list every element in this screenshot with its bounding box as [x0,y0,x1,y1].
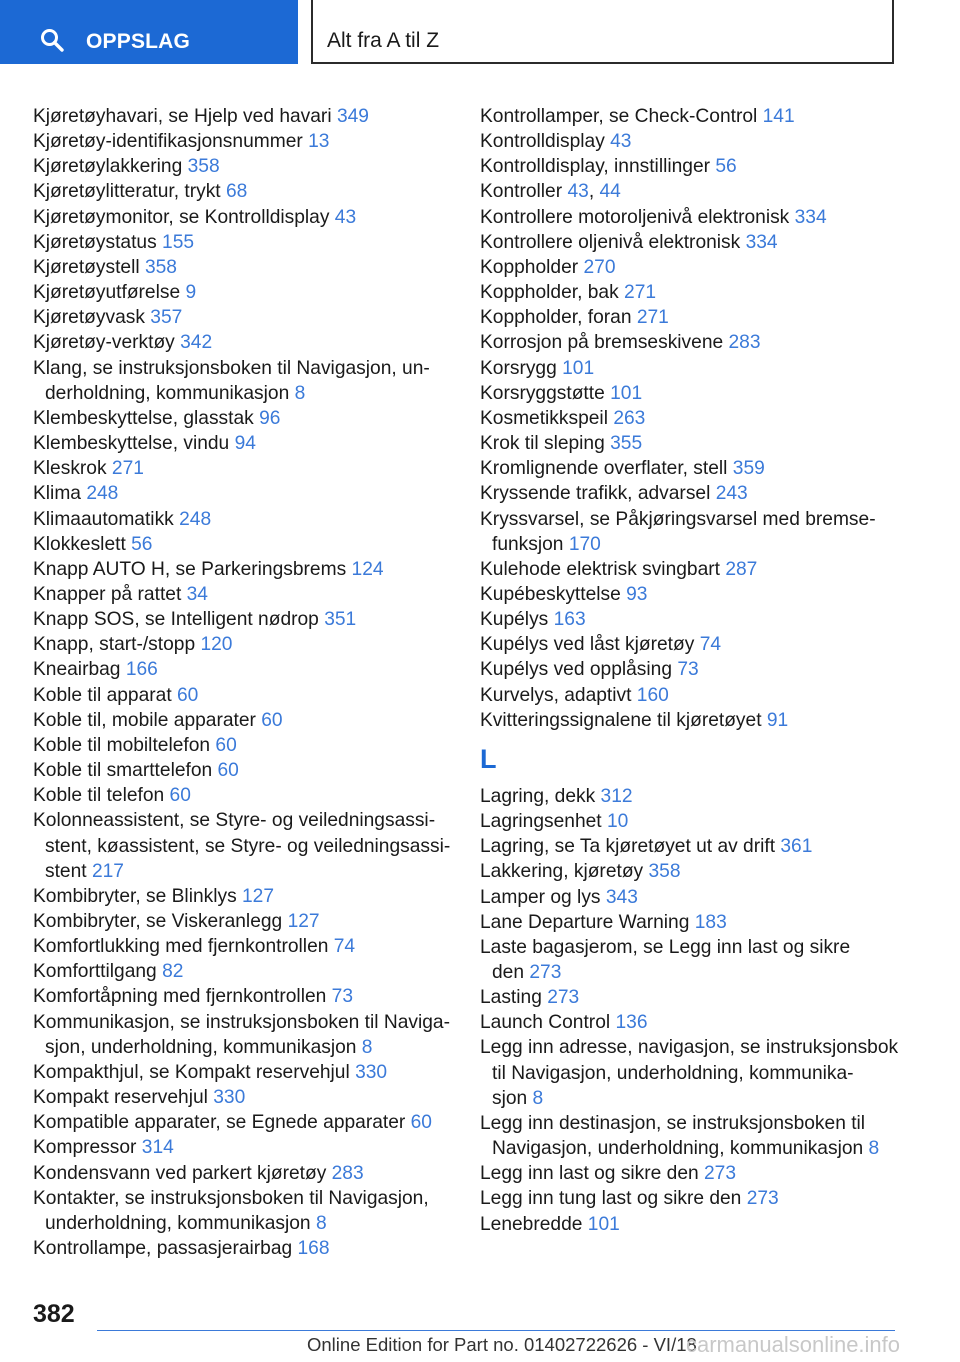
index-entry [33,984,463,1009]
entry-text: Lenebredde [480,1213,583,1235]
page-link[interactable]: 273 [529,962,562,983]
page-footer [0,1290,960,1362]
entry-text: Koble til telefon [33,785,165,807]
page-link[interactable]: 13 [308,131,330,153]
page-link[interactable]: 343 [605,886,638,908]
entry-text: Klimaautomatikk [33,508,174,530]
page-link[interactable]: 287 [725,558,758,580]
page-link[interactable]: 358 [187,156,220,178]
entry-text: Kupélys [480,609,549,631]
index-entry [33,783,463,808]
page-header [0,0,960,66]
index-entry [33,532,463,557]
page-link[interactable]: 273 [704,1163,737,1185]
page-link[interactable]: 34 [186,583,208,605]
entry-text: Kontakter, se instruksjonsboken til Navigasjon, underholdning, kommunikasjon [33,1187,429,1234]
index-entry [480,1010,900,1035]
watermark: carmanualsonline.info [686,1332,901,1357]
entry-text: Kontrollere oljenivå elektronisk [480,231,741,253]
page-link[interactable]: 73 [677,659,699,681]
entry-text: Komfortåpning med fjernkontrollen [33,986,327,1008]
index-entry [480,1212,900,1237]
entry-text: Kondensvann ved parkert kjøretøy [33,1162,327,1184]
page-link[interactable]: 8 [532,1087,544,1109]
entry-text: Klokkeslett [33,533,126,555]
entry-text: Launch Control [480,1012,611,1034]
index-entry [480,481,900,506]
index-entry [33,1161,463,1186]
entry-text: Legg inn last og sikre den [480,1163,699,1185]
index-entry [480,683,900,708]
entry-text: Kompakthjul, se Kompakt reservehjul [33,1061,350,1083]
entry-text: Koble til, mobile apparater [33,709,256,731]
entry-text: Koppholder, foran [480,307,632,329]
entry-text: Lamper og lys [480,886,601,908]
entry-text: Komfortlukking med fjernkontrollen [33,936,329,958]
index-entry [480,330,900,355]
entry-text: Kurvelys, adaptivt [480,684,632,706]
index-entry [480,305,900,330]
index-entry [33,808,463,883]
index-entry [480,1111,900,1161]
page-link[interactable]: 359 [732,458,765,480]
page-link[interactable]: 8 [868,1138,880,1160]
page-link[interactable]: 43 [610,131,632,153]
page-link[interactable]: 43 [334,206,357,228]
index-entry [480,381,900,406]
entry-text: Lakkering, kjøretøy [480,861,644,883]
index-entry [480,205,900,230]
entry-text: Legg inn tung last og sikre den [480,1188,742,1210]
section-letter: L [480,743,497,774]
entry-text: Lagring, se Ta kjøretøyet ut av drift [480,836,776,858]
index-entry [33,205,463,230]
entry-text: Kryssende trafikk, advarsel [480,483,711,505]
entry-text: Kjøretøylitteratur, trykt [33,181,221,203]
entry-text: Kontrollampe, passasjerairbag [33,1238,293,1260]
index-entry [33,456,463,481]
index-entry [33,1060,463,1085]
index-entry [33,507,463,532]
entry-text: Klembeskyttelse, vindu [33,433,230,455]
entry-text: Koppholder, bak [480,282,619,304]
entry-text: Klima [33,483,81,505]
entry-text: Kupélys ved opplåsing [480,659,673,681]
entry-text: Kontrolldisplay [480,131,605,153]
index-entry [480,834,900,859]
entry-text: Kombibryter, se Viskeranlegg [33,911,283,932]
page-link[interactable]: 334 [745,231,778,253]
index-entry [33,481,463,506]
index-entry [33,909,463,934]
page-link[interactable]: 358 [144,256,177,278]
page-link[interactable]: 91 [766,709,789,731]
entry-text: Klang, se instruksjonsboken til Navigasjon, un- derholdning, kommunikasjon [33,357,430,404]
index-entry [33,230,463,255]
index-entry [33,758,463,783]
page-link[interactable]: 60 [169,785,191,807]
index-entry [33,255,463,280]
index-entry [480,1035,900,1110]
entry-text: Kontroller [480,181,563,203]
page-link[interactable]: 271 [111,458,144,480]
index-entry [480,280,900,305]
index-entry [33,356,463,406]
page-link[interactable]: 124 [351,558,384,580]
page-link[interactable]: 160 [636,684,669,706]
index-entry [480,1186,900,1211]
page-link[interactable]: 170 [568,533,601,555]
entry-text: Koble til apparat [33,684,172,706]
index-entry [33,154,463,179]
page-link[interactable]: 8 [315,1212,327,1234]
entry-text: Korrosjon på bremseskivene [480,332,724,354]
index-entry [480,784,900,809]
page-link[interactable]: 73 [331,986,353,1008]
page-link[interactable]: 60 [410,1112,432,1134]
index-entry [33,884,463,909]
page-link[interactable]: 56 [715,156,737,178]
index-entry [480,1161,900,1186]
index-entry [33,431,463,456]
page-link[interactable]: 342 [180,332,213,354]
entry-text: Kromlignende overflater, stell [480,458,728,480]
entry-text: Kryssvarsel, se Påkjøringsvarsel med bremse- funksjon [480,508,876,555]
page-link[interactable]: 273 [746,1188,779,1210]
index-entry [33,557,463,582]
subtitle-tab [311,0,894,64]
page-link[interactable]: 163 [553,609,586,631]
index-entry [33,582,463,607]
page-number: 382 [33,1300,75,1328]
page-link[interactable]: 120 [200,634,233,656]
entry-text: Knapp AUTO H, se Parkeringsbrems [33,558,347,580]
index-entry [33,179,463,204]
entry-text: Kompressor [33,1137,137,1159]
index-entry [33,959,463,984]
page-link[interactable]: 101 [562,357,595,379]
index-entry [33,1186,463,1236]
page-link[interactable]: 357 [150,307,183,329]
subtitle: Alt fra A til Z [327,29,440,52]
page-link[interactable]: 82 [162,961,184,983]
entry-text: Kjøretøymonitor, se Kontrolldisplay [33,206,330,228]
page-link[interactable]: 155 [162,231,195,253]
entry-text: Knapp, start-/stopp [33,634,196,656]
index-entry [33,657,463,682]
index-entry [480,632,900,657]
entry-text: Legg inn adresse, navigasjon, se instruksjonsbok til Navigasjon, underholdning, kommunika- sjon [480,1037,899,1109]
entry-text: Knapper på rattet [33,583,182,605]
page-link[interactable]: 94 [234,433,256,455]
section-title: OPPSLAG [86,30,191,53]
entry-text: Kupélys ved låst kjøretøy [480,634,695,656]
page-link[interactable]: 74 [333,936,356,958]
index-entry [480,406,900,431]
index-entry [480,657,900,682]
entry-text: Laste bagasjerom, se Legg inn last og sikre den [480,936,851,983]
page-link[interactable]: 349 [336,106,369,127]
section-tab [0,0,298,64]
index-entry [480,885,900,910]
entry-text: Kosmetikkspeil [480,407,608,429]
footer-divider [97,1330,895,1331]
page-link[interactable]: 60 [217,760,239,782]
page-link[interactable]: 314 [141,1137,174,1159]
page-link[interactable]: 136 [615,1012,648,1034]
entry-text: Kjøretøystatus [33,231,157,253]
entry-text: Kupébeskyttelse [480,583,621,605]
index-entry [33,280,463,305]
page-link[interactable]: 273 [547,987,580,1009]
page-link[interactable]: 168 [297,1238,330,1260]
page-link[interactable]: 60 [261,709,283,731]
page-link[interactable]: 330 [213,1087,246,1109]
page-link[interactable]: 44 [599,181,621,203]
page-link[interactable]: 60 [215,734,237,756]
page-link[interactable]: 8 [294,382,306,404]
page-link[interactable]: 351 [324,609,357,631]
index-entry [33,1010,463,1060]
page-link[interactable]: 74 [699,634,722,656]
page-link[interactable]: 358 [648,861,681,883]
page-link[interactable]: 96 [259,407,281,429]
entry-text: Kompakt reservehjul [33,1087,208,1109]
page-link[interactable]: 248 [179,508,212,530]
entry-text: Kjøretøylakkering [33,156,183,178]
index-entry [480,910,900,935]
page-link[interactable]: 8 [361,1036,373,1058]
index-entry [480,557,900,582]
entry-text: Kulehode elektrisk svingbart [480,558,720,580]
entry-text: Lagring, dekk [480,785,596,807]
index-column-right [480,104,900,1237]
entry-text: Kjøretøystell [33,256,140,278]
page-link[interactable]: 355 [610,433,643,455]
entry-text: Kolonneassistent, se Styre- og veiledningsassi- stent, køassistent, se Styre- og veiledningsassi- stent [33,810,451,882]
entry-text: Kleskrok [33,458,107,480]
index-entry [480,809,900,834]
index-entry [480,104,900,129]
index-entry [480,985,900,1010]
page-link[interactable]: 141 [762,106,795,127]
entry-text: Kompatible apparater, se Egnede apparater [33,1112,406,1134]
index-entry [480,859,900,884]
page-link[interactable]: 127 [287,911,320,932]
entry-text: Kjøretøy-identifikasjonsnummer [33,131,303,153]
page-link[interactable]: 248 [86,483,119,505]
page-link[interactable]: 127 [242,885,275,907]
page-link[interactable]: 283 [728,332,761,354]
index-entry [33,129,463,154]
index-entry [480,230,900,255]
page-link[interactable]: 101 [610,382,643,404]
index-entry [33,708,463,733]
page-link[interactable]: 101 [587,1213,620,1235]
index-entry [480,507,900,557]
index-entry [480,356,900,381]
entry-text: Knapp SOS, se Intelligent nødrop [33,609,319,631]
index-entry [33,1085,463,1110]
index-entry [480,607,900,632]
page-link[interactable]: 334 [794,206,827,228]
page-link[interactable]: 270 [583,256,616,278]
entry-text: Komforttilgang [33,961,157,983]
entry-text: Kjøretøyhavari, se Hjelp ved havari [33,106,332,127]
index-entry [480,255,900,280]
index-entry [33,406,463,431]
index-entry [33,1110,463,1135]
page-link[interactable]: 60 [177,684,199,706]
page-link[interactable]: 312 [600,785,633,807]
entry-text: Kjøretøyvask [33,307,145,329]
page-link[interactable]: 330 [355,1061,388,1083]
entry-text: Kombibryter, se Blinklys [33,885,237,907]
index-entry [33,632,463,657]
index-entry [33,330,463,355]
index-entry [33,607,463,632]
index-entry [480,129,900,154]
page-link[interactable]: 263 [613,407,646,429]
entry-text: Lagringsenhet [480,811,602,833]
entry-text: Krok til sleping [480,433,605,455]
page-link[interactable]: 271 [624,282,657,304]
entry-text: Kontrolldisplay, innstillinger [480,156,711,178]
index-entry: Kontroller 43, 44 [480,181,621,203]
index-entry [480,154,900,179]
page-link[interactable]: 56 [131,533,153,555]
page-link[interactable]: 361 [780,836,813,858]
entry-text: Kommunikasjon, se instruksjonsboken til Naviga- sjon, underholdning, kommunikasjon [33,1011,450,1058]
index-entry [480,431,900,456]
index-entry [33,934,463,959]
entry-text: Korsryggstøtte [480,382,605,404]
page-link[interactable]: 166 [125,659,158,681]
entry-text: Lasting [480,987,542,1009]
page-link[interactable]: 10 [606,811,629,833]
page-link[interactable]: 93 [626,583,648,605]
index-entry [33,683,463,708]
page-link[interactable]: 271 [636,307,669,329]
index-entry [480,935,900,985]
page-link[interactable]: 68 [225,181,248,203]
entry-text: Kontrollere motoroljenivå elektronisk [480,206,790,228]
entry-text: Legg inn destinasjon, se instruksjonsboken til Navigasjon, underholdning, kommunikasjon [480,1112,866,1160]
edition-text: Online Edition for Part no. 01402722626 - VI/18 [307,1334,697,1355]
index-entry [33,305,463,330]
entry-text: Kneairbag [33,659,121,681]
page-link[interactable]: 243 [715,483,748,505]
entry-text: Koble til smarttelefon [33,760,213,782]
index-entry [33,733,463,758]
page-link[interactable]: 183 [694,911,727,933]
page-link[interactable]: 9 [185,282,197,304]
index-entry [480,708,900,733]
entry-text: Koble til mobiltelefon [33,734,211,756]
index-entry [480,456,900,481]
page-link[interactable]: 43 [567,181,589,203]
index-entry [480,582,900,607]
index-entry [33,1135,463,1160]
entry-text: Kontrollamper, se Check-Control [480,106,758,127]
entry-text: Lane Departure Warning [480,911,690,933]
search-icon [40,28,64,52]
entry-text: Korsrygg [480,357,557,379]
entry-text: Koppholder [480,256,579,278]
entry-text: Klembeskyttelse, glasstak [33,407,254,429]
entry-text: Kvitteringssignalene til kjøretøyet [480,709,762,731]
page-link[interactable]: 217 [91,860,124,882]
page-link[interactable]: 283 [331,1162,364,1184]
index-entry [33,1236,463,1261]
entry-text: Kjøretøy-verktøy [33,332,175,354]
index-entry [33,104,463,129]
index-column-left [33,104,463,1261]
entry-text: Kjøretøyutførelse [33,282,181,304]
